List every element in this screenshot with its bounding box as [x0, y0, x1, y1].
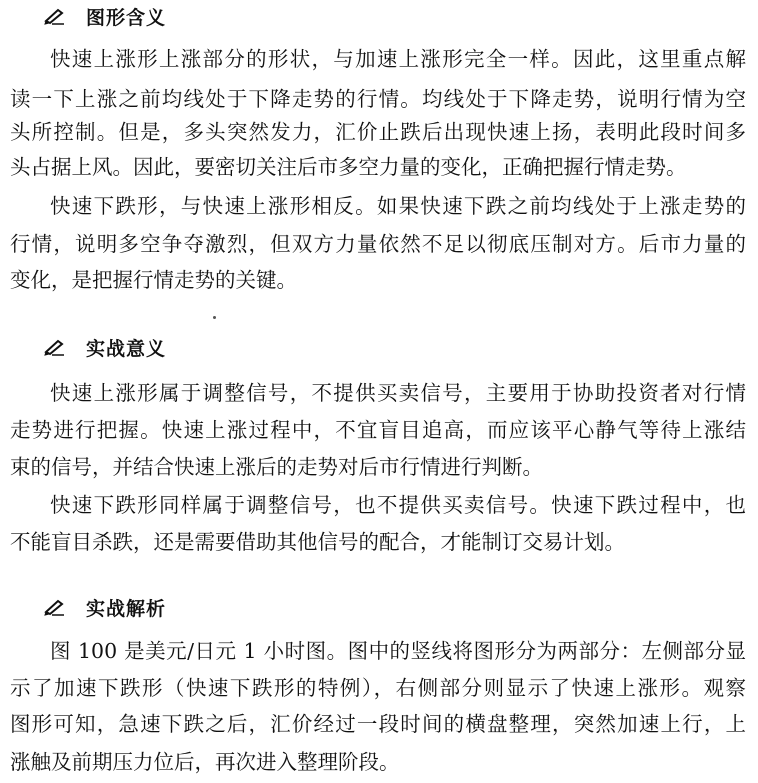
paragraph-line: 图 100 是美元/日元 1 小时图。图中的竖线将图形分为两部分：左侧部分显: [50, 639, 746, 663]
paragraph-line: 走势进行把握。快速上涨过程中，不宜盲目追高，而应该平心静气等待上涨结: [10, 418, 746, 442]
paragraph-line: 涨触及前期压力位后，再次进入整理阶段。: [10, 750, 400, 774]
paragraph-line: 头所控制。但是，多头突然发力，汇价止跌后出现快速上扬，表明此段时间多: [10, 120, 746, 144]
pencil-icon: [44, 7, 66, 25]
paragraph-line: 快速上涨形属于调整信号，不提供买卖信号，主要用于协助投资者对行情: [50, 381, 746, 405]
paragraph-line: 快速上涨形上涨部分的形状，与加速上涨形完全一样。因此，这里重点解: [50, 47, 746, 71]
paragraph-line: 快速下跌形同样属于调整信号，也不提供买卖信号。快速下跌过程中，也: [50, 493, 746, 517]
pencil-icon: [44, 598, 66, 616]
section-heading-practical-meaning: [44, 331, 166, 363]
paragraph-line: 快速下跌形，与快速上涨形相反。如果快速下跌之前均线处于上涨走势的: [50, 194, 746, 218]
paragraph-line: 行情，说明多空争夺激烈，但双方力量依然不足以彻底压制对方。后市力量的: [10, 232, 746, 256]
paragraph-line: 示了加速下跌形（快速下跌形的特例），右侧部分则显示了快速上涨形。观察: [10, 676, 746, 700]
section-heading-text: 实战解析: [86, 597, 167, 620]
section-heading-text: 图形含义: [86, 6, 167, 29]
paragraph-line: 头占据上风。因此，要密切关注后市多空力量的变化，正确把握行情走势。: [10, 155, 687, 179]
paragraph-line: 读一下上涨之前均线处于下降走势的行情。均线处于下降走势，说明行情为空: [10, 87, 746, 111]
paragraph-line: 变化，是把握行情走势的关键。: [10, 268, 297, 292]
paragraph-line: 不能盲目杀跌，还是需要借助其他信号的配合，才能制订交易计划。: [10, 530, 625, 554]
stray-dot: [213, 316, 216, 319]
section-heading-meaning: [44, 0, 166, 32]
paragraph-line: 束的信号，并结合快速上涨后的走势对后市行情进行判断。: [10, 455, 543, 479]
section-heading-text: 实战意义: [86, 337, 167, 360]
pencil-icon: [44, 338, 66, 356]
paragraph-line: 图形可知，急速下跌之后，汇价经过一段时间的横盘整理，突然加速上行，上: [10, 712, 746, 736]
section-heading-practical-analysis: [44, 591, 166, 623]
